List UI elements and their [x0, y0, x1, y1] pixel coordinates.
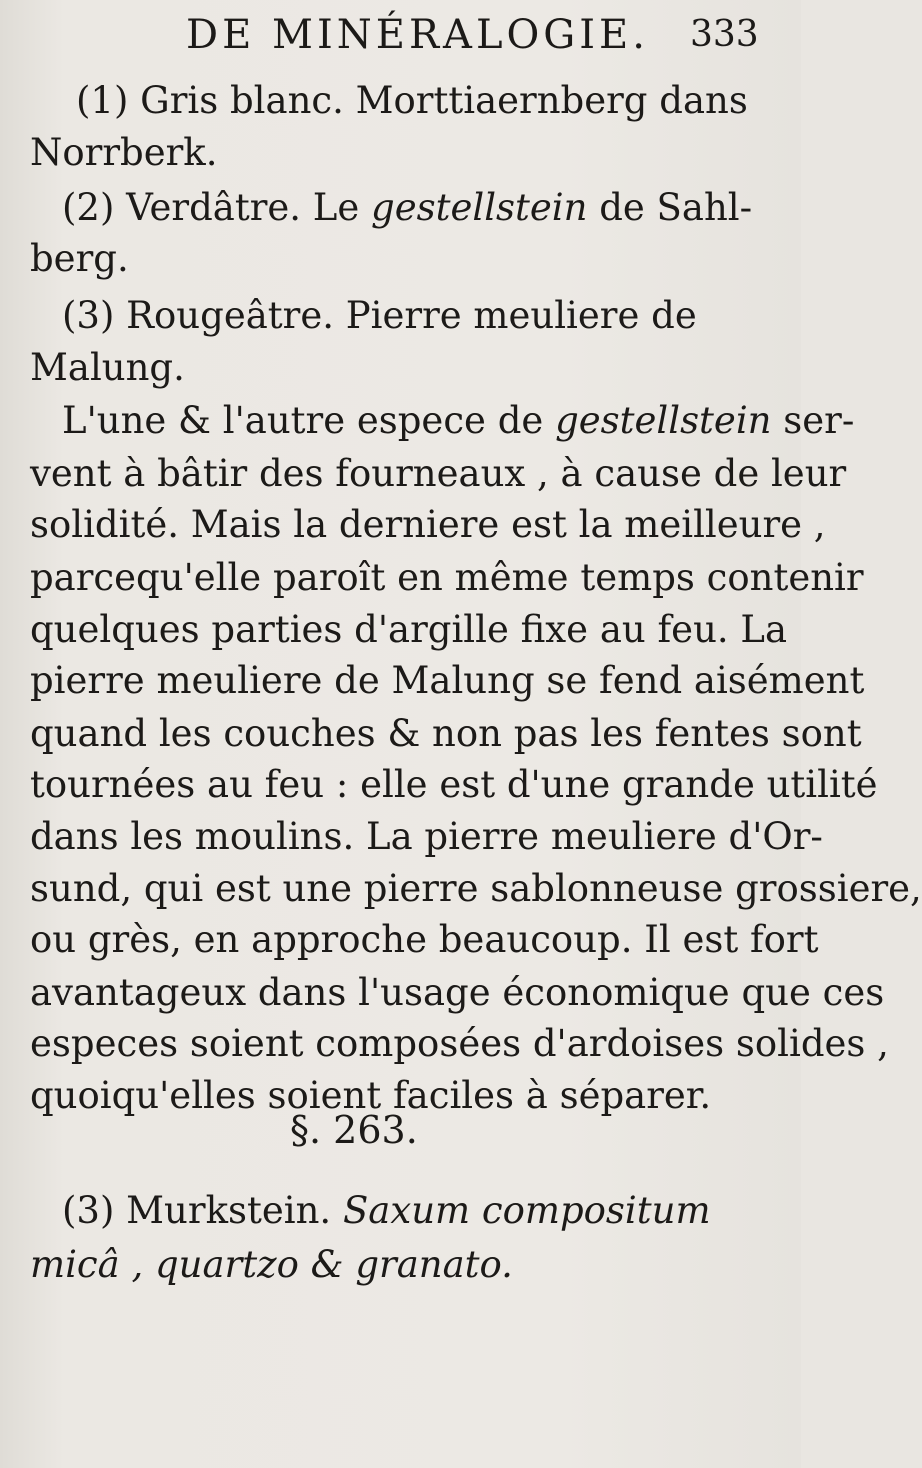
text-line: Malung.	[30, 346, 185, 389]
text-line: sund, qui est une pierre sablonneuse grossiere,	[30, 867, 922, 910]
text-line: vent à bâtir des fourneaux , à cause de leur	[30, 452, 847, 495]
text-line: (3) Murkstein. Saxum compositum	[62, 1189, 711, 1232]
text-line: especes soient composées d'ardoises solides ,	[30, 1022, 889, 1065]
text-line: (3) Rougeâtre. Pierre meuliere de	[62, 294, 697, 337]
italic-term: gestellstein	[555, 399, 772, 442]
text-line: Norrberk.	[30, 131, 218, 174]
text-line: berg.	[30, 237, 129, 280]
text-line: quand les couches & non pas les fentes sont	[30, 712, 862, 755]
text-line: quoiqu'elles soient faciles à séparer.	[30, 1074, 712, 1117]
running-head	[0, 0, 801, 68]
text-line: quelques parties d'argille fixe au feu. La	[30, 608, 788, 651]
text-line: (2) Verdâtre. Le gestellstein de Sahl-	[62, 186, 753, 229]
text-line: parcequ'elle paroît en même temps contenir	[30, 556, 864, 599]
running-head-title: DE MINÉRALOGIE.	[186, 12, 649, 58]
section-number: §. 263.	[290, 1108, 418, 1152]
text-line: (1) Gris blanc. Morttiaernberg dans	[76, 79, 748, 122]
text-line: L'une & l'autre espece de gestellstein ser-	[62, 399, 855, 442]
text-line: solidité. Mais la derniere est la meilleure ,	[30, 503, 826, 546]
text-line: dans les moulins. La pierre meuliere d'Or-	[30, 815, 823, 858]
text-line: avantageux dans l'usage économique que ces	[30, 971, 885, 1014]
text-line: ou grès, en approche beaucoup. Il est fort	[30, 918, 819, 961]
italic-term: Saxum compositum	[342, 1189, 711, 1232]
text-line: pierre meuliere de Malung se fend aisément	[30, 659, 865, 702]
italic-term: gestellstein	[371, 186, 588, 229]
page-number: 333	[690, 14, 759, 55]
text-line: micâ , quartzo & granato.	[30, 1243, 513, 1286]
text-line: tournées au feu : elle est d'une grande utilité	[30, 763, 878, 806]
